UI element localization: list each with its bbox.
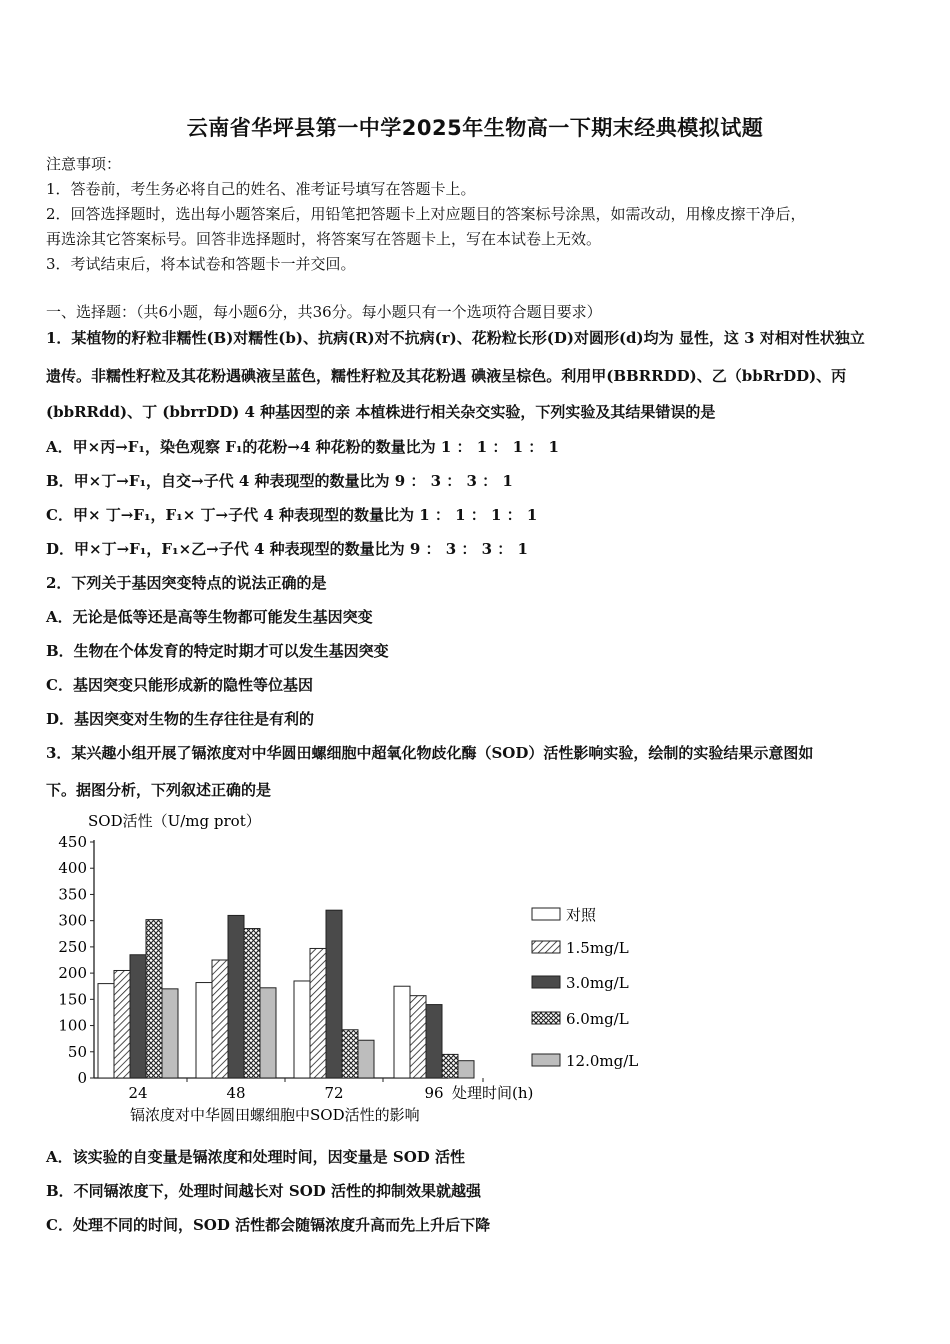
q1-option-d: D．甲×丁→F₁，F₁×乙→子代 4 种表现型的数量比为 9 ： 3 ： 3 ： 1 <box>46 540 528 558</box>
section-heading: 一、选择题：（共6小题，每小题6分，共36分。每小题只有一个选项符合题目要求） <box>46 303 602 321</box>
legend-label: 6.0mg/L <box>566 1010 629 1028</box>
legend-swatch <box>532 908 560 920</box>
bar <box>426 1005 442 1078</box>
page-title: 云南省华坪县第一中学2025年生物高一下期末经典模拟试题 <box>186 116 764 140</box>
legend-label: 12.0mg/L <box>566 1052 639 1070</box>
y-tick-label: 250 <box>58 937 87 956</box>
chart-title: 镉浓度对中华圆田螺细胞中SOD活性的影响 <box>130 1106 420 1124</box>
y-tick-label: 450 <box>58 833 87 851</box>
legend-swatch <box>532 976 560 988</box>
x-tick-label: 24 <box>128 1084 148 1102</box>
bar <box>342 1030 358 1078</box>
y-tick-label: 0 <box>77 1069 87 1087</box>
q2-option-d: D．基因突变对生物的生存往往是有利的 <box>46 710 315 728</box>
bar <box>442 1054 458 1078</box>
legend-label: 1.5mg/L <box>566 939 629 957</box>
y-tick-label: 100 <box>58 1016 87 1035</box>
q3-stem-line: 下。据图分析，下列叙述正确的是 <box>46 781 272 799</box>
bar <box>130 955 146 1078</box>
y-tick-label: 150 <box>58 990 87 1009</box>
legend-label: 3.0mg/L <box>566 974 629 992</box>
q1-stem-line: 遗传。非糯性籽粒及其花粉遇碘液呈蓝色，糯性籽粒及其花粉遇 碘液呈棕色。利用甲(BBRRDD)、乙（bbRrDD)、丙 <box>46 367 847 385</box>
x-tick-label: 72 <box>324 1084 344 1102</box>
legend-swatch <box>532 941 560 953</box>
q3-option-a: A．该实验的自变量是镉浓度和处理时间，因变量是 SOD 活性 <box>46 1148 465 1166</box>
q3-option-c: C．处理不同的时间，SOD 活性都会随镉浓度升高而先上升后下降 <box>46 1216 491 1234</box>
notice-item: 1．答卷前，考生务必将自己的姓名、准考证号填写在答题卡上。 <box>46 180 476 198</box>
legend-swatch <box>532 1054 560 1066</box>
q2-option-b: B．生物在个体发育的特定时期才可以发生基因突变 <box>46 642 389 660</box>
q1-option-a: A．甲×丙→F₁，染色观察 F₁的花粉→4 种花粉的数量比为 1 ： 1 ： 1 ： 1 <box>46 438 559 456</box>
notice-item: 3．考试结束后，将本试卷和答题卡一并交回。 <box>46 255 356 273</box>
bar <box>458 1061 474 1078</box>
x-axis-label: 处理时间(h) <box>452 1084 534 1102</box>
q1-option-b: B．甲×丁→F₁，自交→子代 4 种表现型的数量比为 9 ： 3 ： 3 ： 1 <box>46 472 513 490</box>
q3-option-b: B．不同镉浓度下，处理时间越长对 SOD 活性的抑制效果就越强 <box>46 1182 482 1200</box>
bar <box>260 988 276 1078</box>
bar <box>394 986 410 1078</box>
bar <box>196 983 212 1078</box>
bar <box>212 960 228 1078</box>
x-tick-label: 48 <box>226 1084 246 1102</box>
bar <box>310 948 326 1078</box>
q2-option-a: A．无论是低等还是高等生物都可能发生基因突变 <box>46 608 373 626</box>
notice-heading: 注意事项： <box>46 155 122 173</box>
bar <box>114 970 130 1078</box>
y-axis-label: SOD活性（U/mg prot） <box>88 812 261 830</box>
bar <box>228 915 244 1078</box>
bar <box>294 981 310 1078</box>
y-tick-label: 300 <box>58 911 87 930</box>
q2-option-c: C．基因突变只能形成新的隐性等位基因 <box>46 676 313 694</box>
bar <box>162 989 178 1078</box>
sod-bar-chart <box>46 808 666 1128</box>
bar <box>244 929 260 1078</box>
legend-label: 对照 <box>566 906 597 924</box>
y-tick-label: 200 <box>58 964 87 983</box>
x-tick-label: 96 <box>424 1084 444 1102</box>
q1-stem-line: (bbRRdd)、丁 (bbrrDD) 4 种基因型的亲 本植株进行相关杂交实验，下列实验及其结果错误的是 <box>46 403 716 421</box>
y-tick-label: 350 <box>58 885 87 904</box>
notice-item: 再选涂其它答案标号。回答非选择题时，将答案写在答题卡上，写在本试卷上无效。 <box>46 230 602 248</box>
q3-stem-line: 3．某兴趣小组开展了镉浓度对中华圆田螺细胞中超氧化物歧化酶（SOD）活性影响实验，绘制的实验结果示意图如 <box>46 744 814 762</box>
y-tick-label: 50 <box>67 1042 87 1061</box>
bar <box>358 1040 374 1078</box>
bar <box>410 996 426 1078</box>
q1-option-c: C．甲× 丁→F₁，F₁× 丁→子代 4 种表现型的数量比为 1 ： 1 ： 1 ： 1 <box>46 506 538 524</box>
bar <box>326 910 342 1078</box>
q2-stem: 2．下列关于基因突变特点的说法正确的是 <box>46 574 327 592</box>
q1-stem-line: 1．某植物的籽粒非糯性(B)对糯性(b)、抗病(R)对不抗病(r)、花粉粒长形(D)对圆形(d)均为 显性，这 3 对相对性状独立 <box>46 329 865 347</box>
bar <box>98 984 114 1078</box>
bar <box>146 920 162 1078</box>
notice-item: 2．回答选择题时，选出每小题答案后，用铅笔把答题卡上对应题目的答案标号涂黑，如需改动，用橡皮擦干净后， <box>46 205 806 223</box>
legend-swatch <box>532 1012 560 1024</box>
y-tick-label: 400 <box>58 859 87 878</box>
